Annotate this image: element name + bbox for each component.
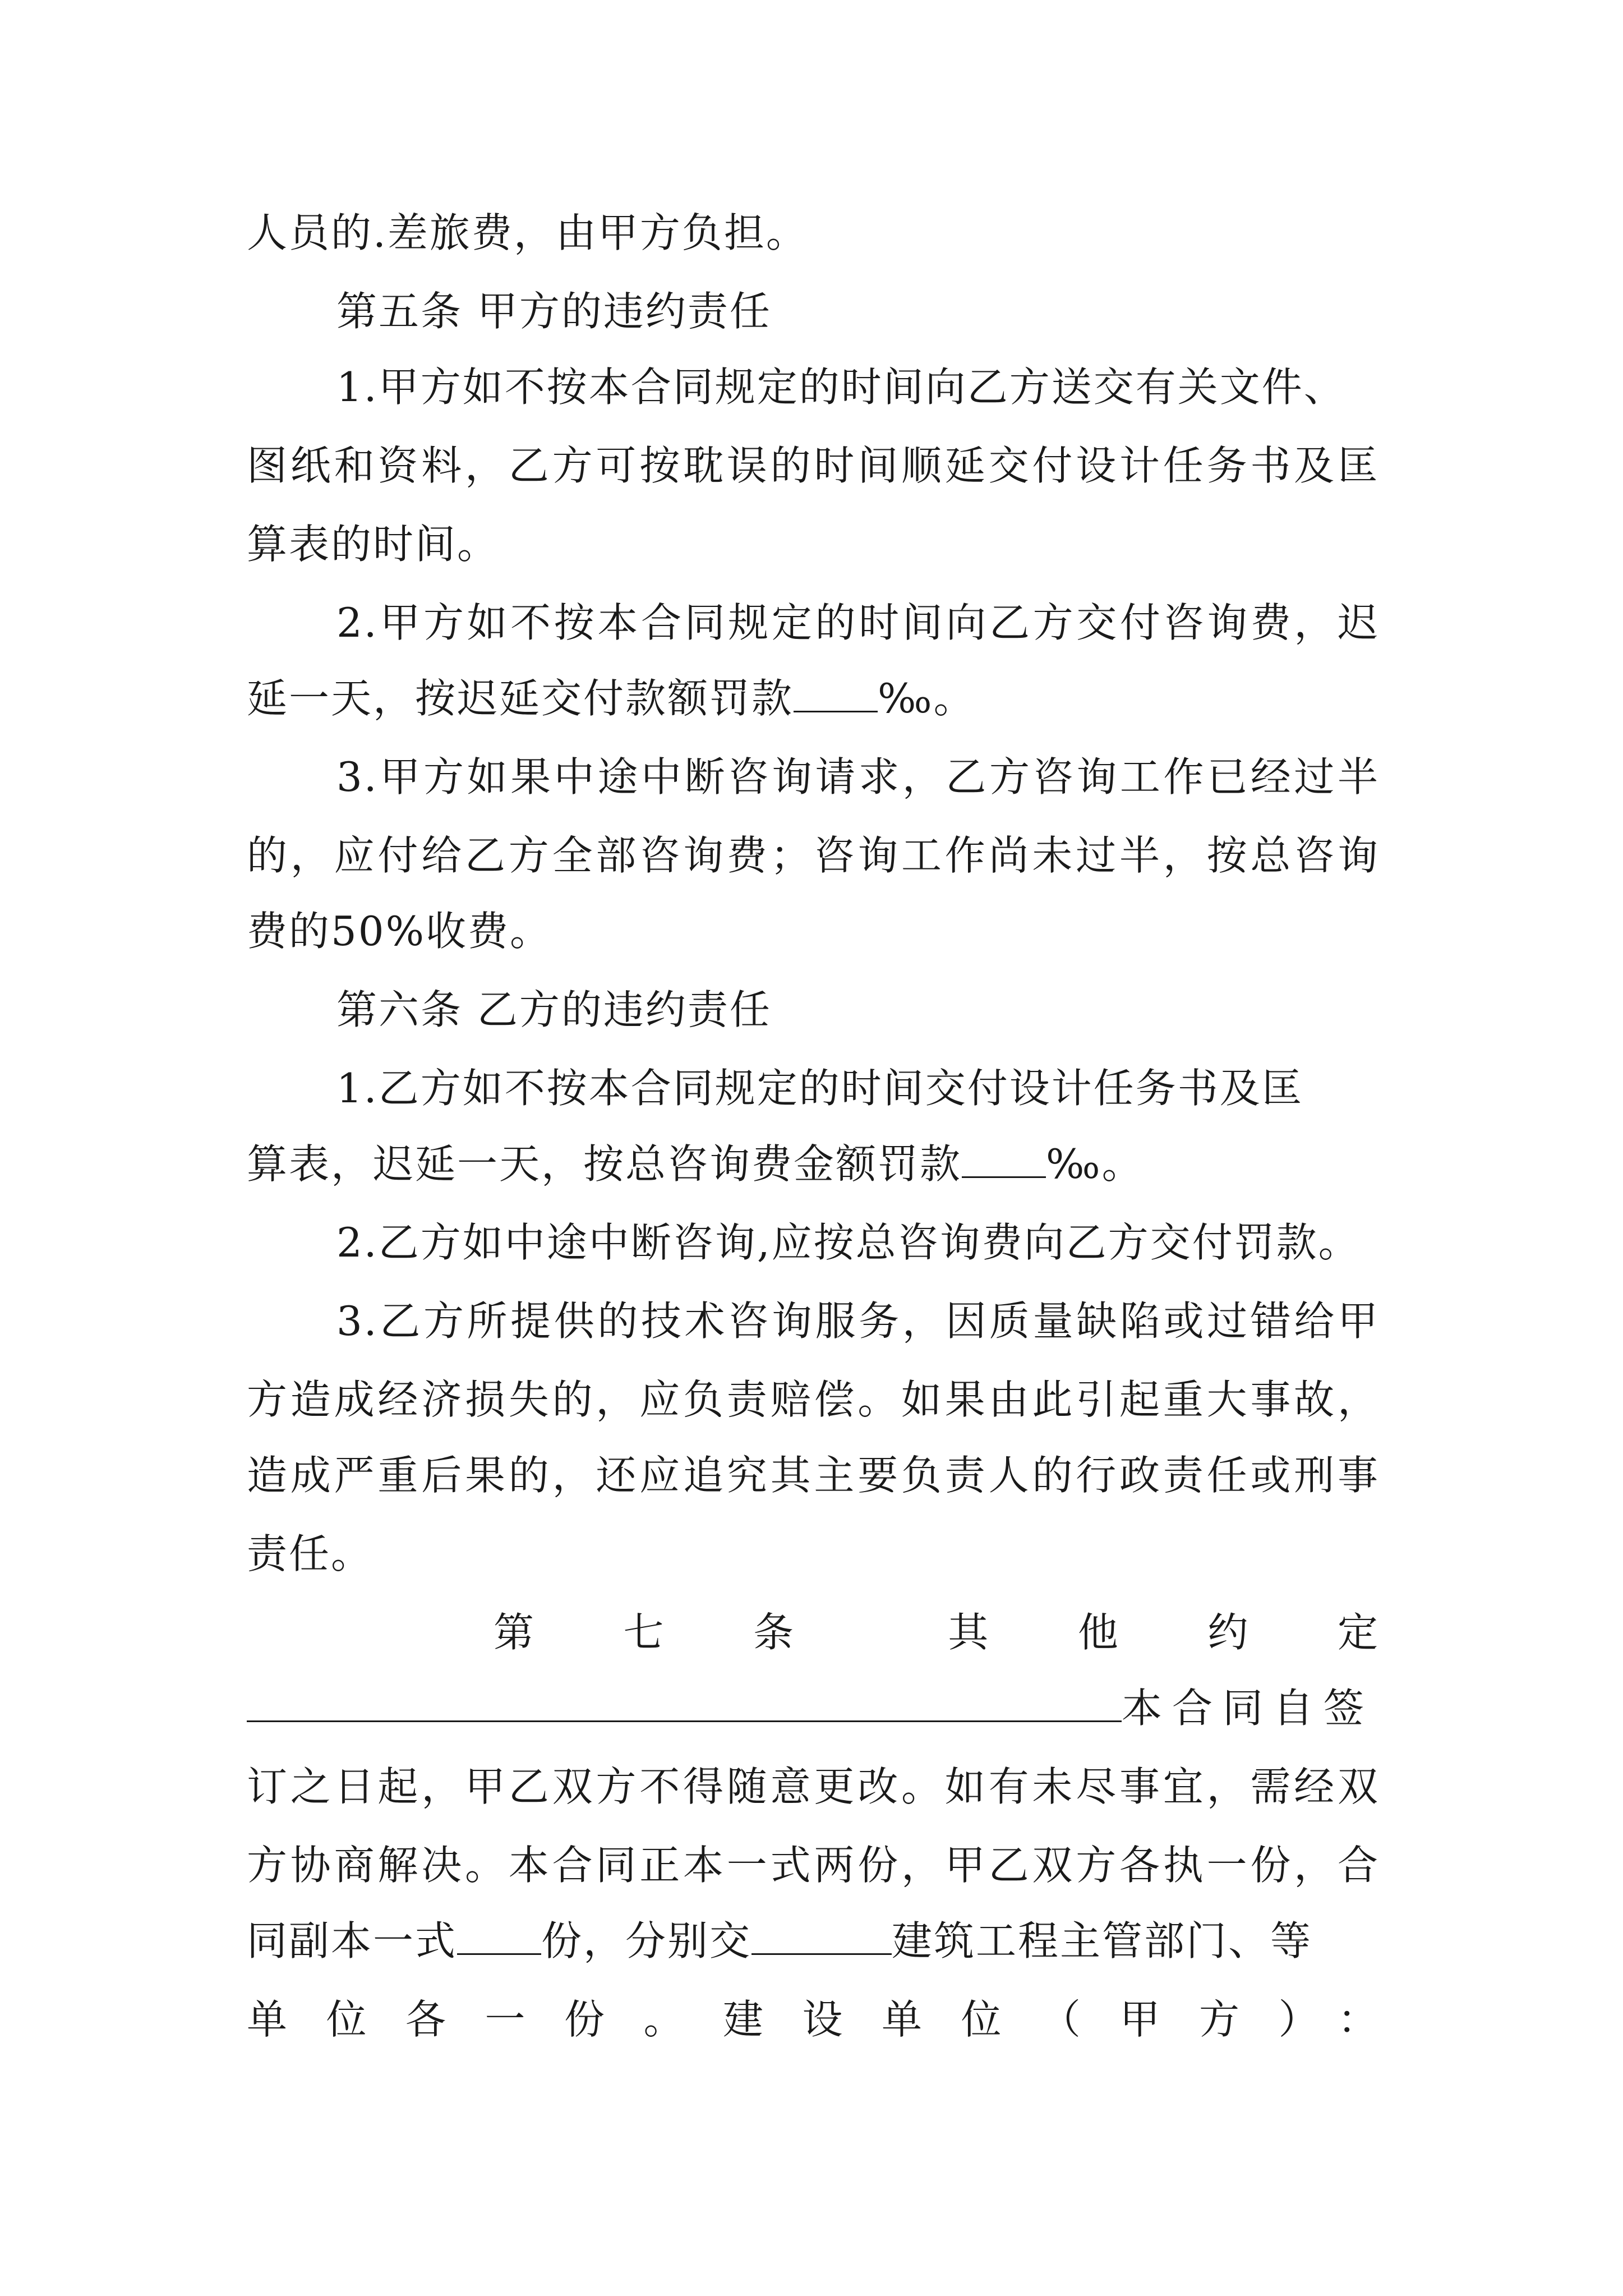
- text-line: 图纸和资料，乙方可按耽误的时间顺延交付设计任务书及匡: [247, 442, 1380, 489]
- fill-blank: [457, 1917, 541, 1955]
- text-segment: 同副本一式: [247, 1917, 458, 1964]
- text-line: 1.乙方如不按本合同规定的时间交付设计任务书及匡: [336, 1065, 1304, 1112]
- text-line: 算表的时间。: [247, 521, 500, 568]
- text-segment: ‰。: [878, 675, 976, 722]
- text-line: 2.甲方如不按本合同规定的时间向乙方交付咨询费，迟: [336, 599, 1380, 646]
- text-segment: 建筑工程主管部门、等: [892, 1917, 1313, 1964]
- text-line: [247, 1139, 1380, 1189]
- text-line: 的，应付给乙方全部咨询费；咨询工作尚未过半，按总咨询: [247, 832, 1380, 879]
- text-line: [247, 1916, 1380, 1966]
- text-line: 单位各一份。建设单位（甲方）：: [247, 1996, 1380, 2043]
- fill-blank: [962, 1140, 1046, 1178]
- text-line: 费的50%收费。: [247, 908, 552, 955]
- text-line: 订之日起，甲乙双方不得随意更改。如有未尽事宜，需经双: [247, 1763, 1380, 1810]
- text-line: 2.乙方如中途中断咨询,应按总咨询费向乙方交付罚款。: [336, 1219, 1361, 1266]
- text-line: 3.乙方所提供的技术咨询服务，因质量缺陷或过错给甲: [336, 1297, 1380, 1345]
- text-line: 人员的.差旅费，由甲方负担。: [247, 209, 808, 256]
- text-line: 方协商解决。本合同正本一式两份，甲乙双方各执一份，合: [247, 1842, 1380, 1889]
- fill-blank: [751, 1917, 892, 1955]
- text-line: 责任。: [247, 1530, 374, 1577]
- text-line: 造成严重后果的，还应追究其主要负责人的行政责任或刑事: [247, 1452, 1380, 1499]
- text-line: [247, 1683, 1380, 1733]
- article-heading: 第 七 条 其 他 约 定: [494, 1609, 1380, 1656]
- text-segment: ‰。: [1046, 1140, 1144, 1188]
- text-line: [247, 673, 1380, 724]
- text-segment: 本合同自签: [1122, 1685, 1375, 1732]
- text-line: 3.甲方如果中途中断咨询请求，乙方咨询工作已经过半: [336, 753, 1380, 800]
- fill-blank: [794, 675, 878, 712]
- text-line: 方造成经济损失的，应负责赔偿。如果由此引起重大事故，: [247, 1376, 1380, 1423]
- text-segment: 延一天，按迟延交付款额罚款: [247, 675, 794, 722]
- text-segment: 份，分别交: [541, 1917, 752, 1964]
- article-heading: 第六条 乙方的违约责任: [336, 986, 772, 1033]
- article-heading: 第五条 甲方的违约责任: [336, 288, 772, 335]
- fill-blank: [247, 1685, 1122, 1722]
- text-segment: 算表，迟延一天，按总咨询费金额罚款: [247, 1140, 962, 1188]
- text-line: 1.甲方如不按本合同规定的时间向乙方送交有关文件、: [336, 364, 1346, 411]
